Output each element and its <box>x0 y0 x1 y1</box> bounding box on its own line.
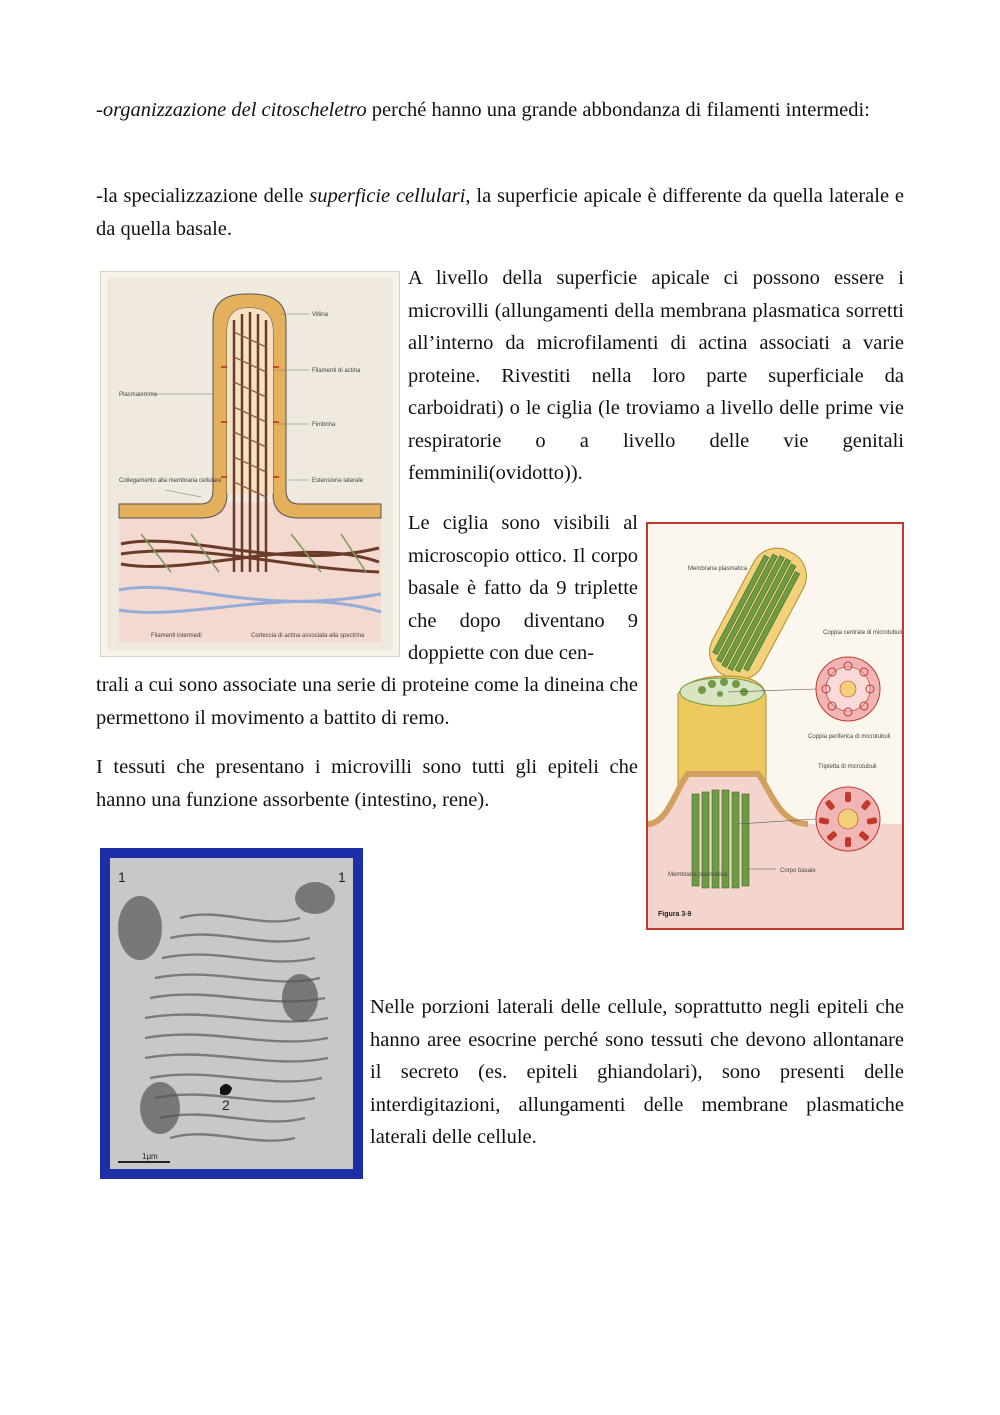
label-membrana-bottom: Membrana plasmatica <box>668 872 728 878</box>
label-filamenti-actina: Filamenti di actina <box>312 368 361 374</box>
label-filamenti-intermedi: Filamenti intermedi <box>151 633 202 639</box>
label-collegamento: Collegamento alla membrana cellulare <box>119 478 222 484</box>
label-fimbrina: Fimbrina <box>312 422 336 428</box>
micrograph-mark-left: 1 <box>118 869 126 885</box>
label-coppia-centrale: Coppia centrale di microtubuli <box>823 630 902 636</box>
paragraph-lateral-interdigitations <box>370 991 904 1154</box>
label-estensione: Estensione laterale <box>312 478 364 484</box>
figure-caption: Figura 3-9 <box>658 911 692 918</box>
label-villina: Villina <box>312 312 328 318</box>
paragraph-text: Le ciglia sono visibili al microscopio ottico. Il corpo basale è fatto da 9 triplette che dopo diventano 9 doppiette con due cen- <box>408 512 638 664</box>
label-corpo-basale: Corpo basale <box>780 868 816 874</box>
cilium-diagram <box>646 522 904 930</box>
paragraph-text: A livello della superficie apicale ci possono essere i microvilli (allungamenti della membrana plasmatica sorretti all’interno da microfilamenti di actina associati a varie proteine. Rivestiti nella loro parte superficiale da carboidrati) o le ciglia (le troviamo a livello delle prime vie respiratorie o a livello delle vie genitali femminili(ovidotto)). <box>408 267 904 484</box>
paragraph-text: , la superficie apicale è differente da quella laterale e da quella basale. <box>96 185 904 240</box>
italic-term-citoscheletro: -organizzazione del citoscheletro <box>96 99 367 121</box>
label-corteccia: Corteccia di actina associata alla spectrina <box>251 633 365 639</box>
label-coppia-periferica: Coppia periferica di microtubuli <box>808 734 891 740</box>
paragraph-absorbent-tissues <box>96 751 638 816</box>
paragraph-cytoskeleton <box>96 94 904 127</box>
cross-section-axoneme <box>816 657 880 721</box>
label-membrana-top: Membrana plasmatica <box>688 566 748 572</box>
micrograph-scale: 1µm <box>142 1152 158 1161</box>
paragraph-text: I tessuti che presentano i microvilli sono tutti gli epiteli che hanno una funzione assorbente (intestino, rene). <box>96 756 638 811</box>
paragraph-cilia-wide <box>96 669 638 734</box>
paragraph-text: trali a cui sono associate una serie di proteine come la dineina che permettono il movimento a battito di remo. <box>96 674 638 729</box>
label-plasmalemma: Plasmalemma <box>119 392 158 398</box>
microvillus-diagram <box>100 271 400 657</box>
electron-micrograph <box>100 848 363 1179</box>
paragraph-surface-specialization <box>96 180 904 245</box>
paragraph-text: Nelle porzioni laterali delle cellule, soprattutto negli epiteli che hanno aree esocrine perché sono tessuti che devono allontanare il secreto (es. epiteli ghiandolari), sono presenti delle interdigitazioni, allungamenti delle membrane plasmatiche laterali delle cellule. <box>370 996 904 1148</box>
italic-term-superficie: superficie cellulari <box>309 185 466 207</box>
micrograph-mark-center: 2 <box>222 1097 230 1113</box>
paragraph-cilia-narrow <box>408 507 638 670</box>
label-tripletta: Tripletta di microtubuli <box>818 764 877 770</box>
paragraph-text: perché hanno una grande abbondanza di filamenti intermedi: <box>366 99 870 121</box>
micrograph-mark-right: 1 <box>338 869 346 885</box>
cross-section-basal-body <box>816 787 880 851</box>
paragraph-text: -la specializzazione delle <box>96 185 310 207</box>
paragraph-apical-surface <box>408 262 904 490</box>
